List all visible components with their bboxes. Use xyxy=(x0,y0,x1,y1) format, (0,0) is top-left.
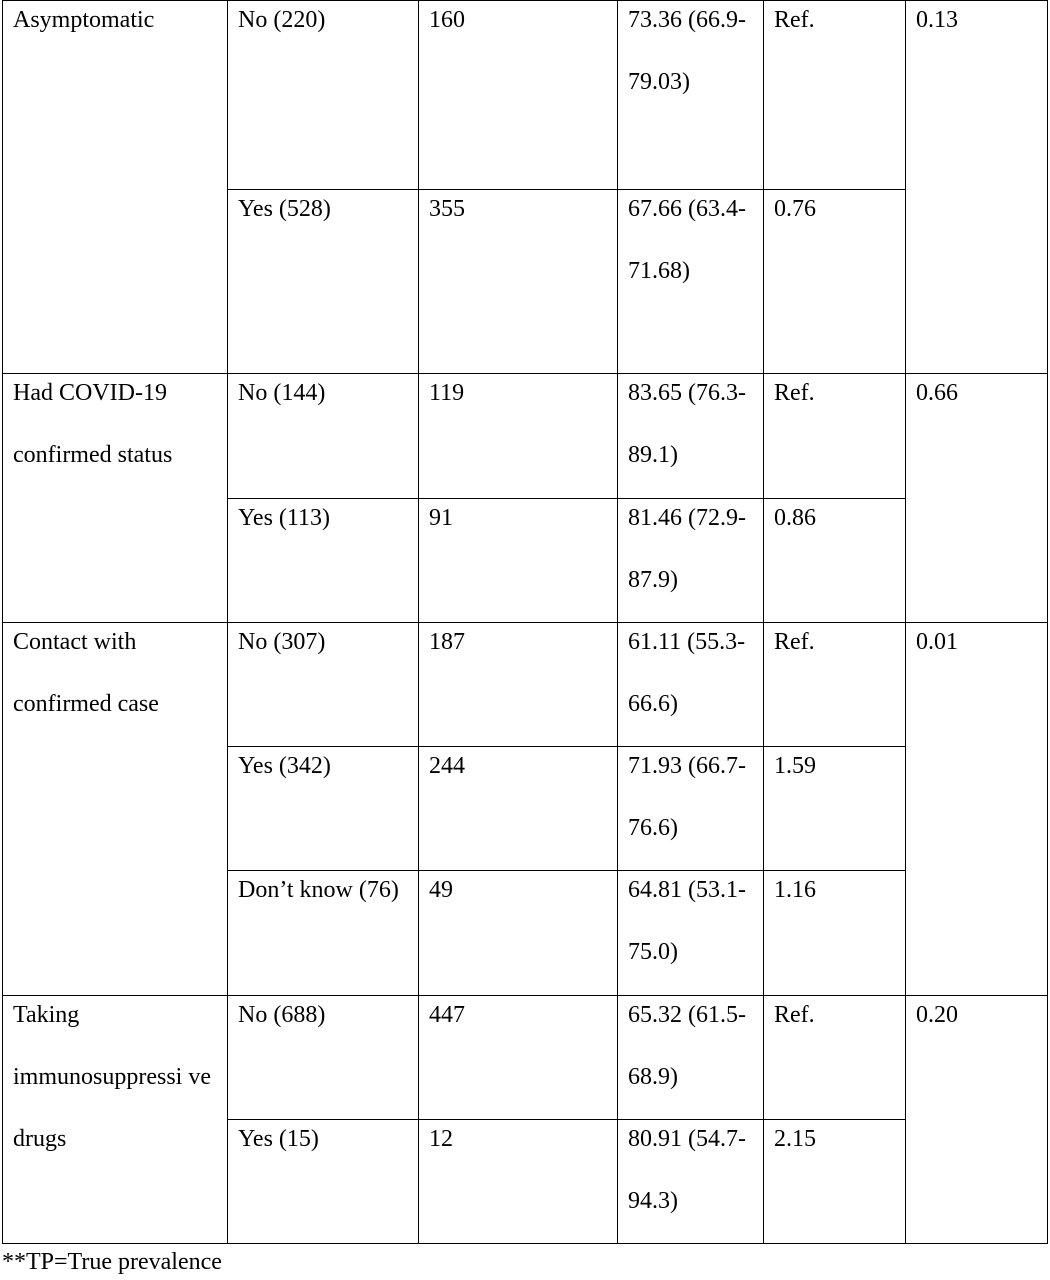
p-value-cell: 0.01 xyxy=(906,623,1048,996)
p-value-cell: 0.20 xyxy=(906,996,1048,1244)
category-cell: Yes (342) xyxy=(228,747,419,871)
table-row xyxy=(3,374,1048,499)
prevalence-cell: 83.65 (76.3-89.1) xyxy=(618,374,764,499)
table-row xyxy=(3,623,1048,747)
count-cell: 244 xyxy=(419,747,618,871)
p-value-cell: 0.13 xyxy=(906,1,1048,374)
variable-cell: Asymptomatic xyxy=(3,1,228,374)
odds-ratio-cell: 0.86 xyxy=(764,499,906,623)
count-cell: 91 xyxy=(419,499,618,623)
prevalence-cell: 61.11 (55.3-66.6) xyxy=(618,623,764,747)
odds-ratio-cell: 1.59 xyxy=(764,747,906,871)
category-cell: No (220) xyxy=(228,1,419,190)
category-cell: No (144) xyxy=(228,374,419,499)
category-cell: Yes (528) xyxy=(228,190,419,374)
category-cell: Don’t know (76) xyxy=(228,871,419,996)
prevalence-cell: 67.66 (63.4- 71.68) xyxy=(618,190,764,374)
odds-ratio-cell: 1.16 xyxy=(764,871,906,996)
count-cell: 160 xyxy=(419,1,618,190)
p-value-cell: 0.66 xyxy=(906,374,1048,623)
odds-ratio-cell: 2.15 xyxy=(764,1120,906,1244)
category-cell: Yes (113) xyxy=(228,499,419,623)
prevalence-cell: 64.81 (53.1-75.0) xyxy=(618,871,764,996)
prevalence-cell: 71.93 (66.7-76.6) xyxy=(618,747,764,871)
table-row xyxy=(3,1,1048,190)
odds-ratio-cell: Ref. xyxy=(764,996,906,1120)
prevalence-cell: 65.32 (61.5-68.9) xyxy=(618,996,764,1120)
odds-ratio-cell: 0.76 xyxy=(764,190,906,374)
count-cell: 187 xyxy=(419,623,618,747)
category-cell: Yes (15) xyxy=(228,1120,419,1244)
results-table xyxy=(2,0,1048,1244)
count-cell: 447 xyxy=(419,996,618,1120)
count-cell: 49 xyxy=(419,871,618,996)
odds-ratio-cell: Ref. xyxy=(764,374,906,499)
prevalence-cell: 81.46 (72.9-87.9) xyxy=(618,499,764,623)
variable-cell: Contact with confirmed case xyxy=(3,623,228,996)
count-cell: 355 xyxy=(419,190,618,374)
footnote: **TP=True prevalence xyxy=(2,1249,222,1275)
count-cell: 119 xyxy=(419,374,618,499)
category-cell: No (688) xyxy=(228,996,419,1120)
variable-cell: Taking immunosuppressi ve drugs xyxy=(3,996,228,1244)
odds-ratio-cell: Ref. xyxy=(764,623,906,747)
odds-ratio-cell: Ref. xyxy=(764,1,906,190)
table-row xyxy=(3,996,1048,1120)
prevalence-cell: 80.91 (54.7-94.3) xyxy=(618,1120,764,1244)
variable-cell: Had COVID-19 confirmed status xyxy=(3,374,228,623)
count-cell: 12 xyxy=(419,1120,618,1244)
category-cell: No (307) xyxy=(228,623,419,747)
prevalence-cell: 73.36 (66.9- 79.03) xyxy=(618,1,764,190)
